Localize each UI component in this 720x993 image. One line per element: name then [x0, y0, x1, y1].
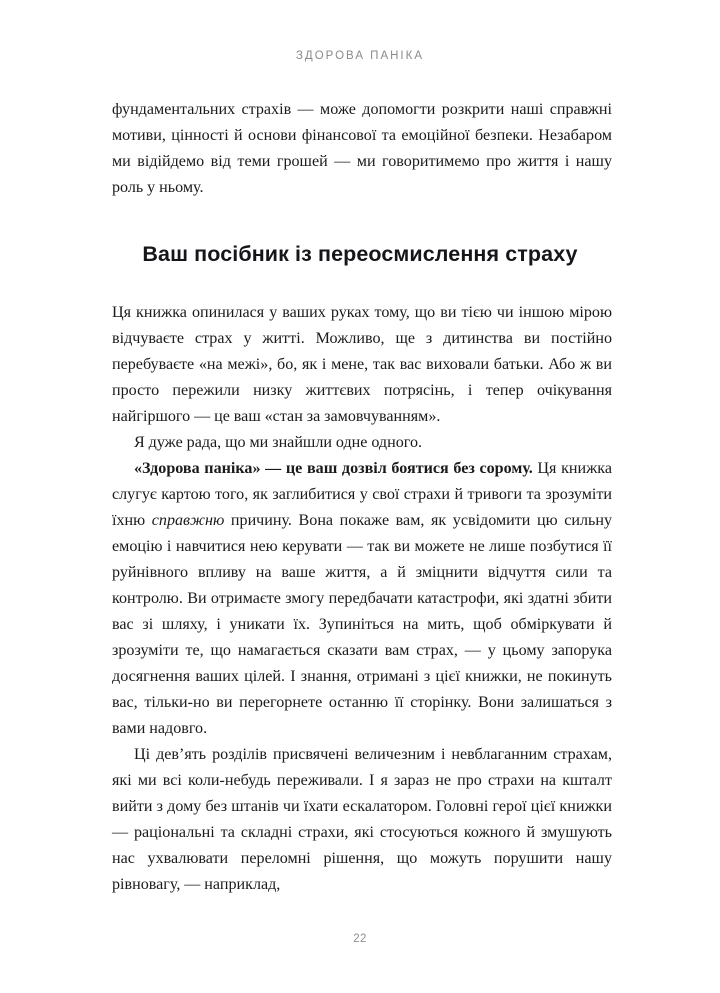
paragraph-3-bold-lead: «Здорова паніка» — це ваш дозвіл боятися без сорому.	[134, 460, 533, 477]
paragraph-3-part-a: Ця книжка слугує картою того, як заглибитися у свої страхи й тривоги та зрозуміти їхню	[112, 460, 612, 529]
text-column-top	[112, 97, 612, 201]
paragraph-3-italic-term: справжню	[151, 512, 225, 529]
text-column-main	[112, 300, 612, 898]
running-head: ЗДОРОВА ПАНІКА	[295, 50, 424, 62]
section-heading: Ваш посібник із переосмислення страху	[142, 242, 578, 266]
paragraph-3-part-b: причину. Вона покаже вам, як усвідомити цю сильну емоцію і навчитися нею керувати — так ви можете не лише позбутися її руйнівного впливу на ваше життя, а й зміцнити відчуття сили та контролю. Ви отримаєте змогу передбачати катастрофи, які здатні збити вас зі шляху, і уникати їх. Зупиніться на мить, щоб обміркувати й зрозуміти те, що намагається сказати вам страх, — у цьому запорука досягнення ваших цілей. І знання, отримані з цієї книжки, не покинуть вас, тільки-но ви перегорнете останню її сторінку. Вони залишаться з вами надовго.	[112, 512, 613, 737]
paragraph-4: Ці дев’ять розділів присвячені величезним і невблаганним страхам, які ми всі коли-небудь переживали. І я зараз не про страхи на кшталт вийти з дому без штанів чи їхати ескалатором. Головні герої цієї книжки — раціональні та складні страхи, які стосуються кожного й змушують нас ухвалювати переломні рішення, що можуть порушити нашу рівновагу, — наприклад,	[112, 746, 612, 893]
paragraph-3	[112, 456, 612, 742]
paragraph-1: Ця книжка опинилася у ваших руках тому, що ви тією чи іншою мірою відчуваєте страх у житті. Можливо, ще з дитинства ви постійно перебуваєте «на межі», бо, як і мене, так вас виховали батьки. Або ж ви просто пережили низку життєвих потрясінь, і тепер очікування найгіршого — це ваш «стан за замовчуванням».	[112, 304, 612, 425]
paragraph-2: Я дуже рада, що ми знайшли одне одного.	[134, 434, 423, 451]
paragraph-continued: фундаментальних страхів — може допомогти розкрити наші справжні мотиви, цінності й основи фінансової та емоційної безпеки. Незабаром ми відійдемо від теми грошей — ми говоритимемо про життя і нашу роль у ньому.	[112, 101, 612, 196]
page-number: 22	[353, 933, 367, 945]
